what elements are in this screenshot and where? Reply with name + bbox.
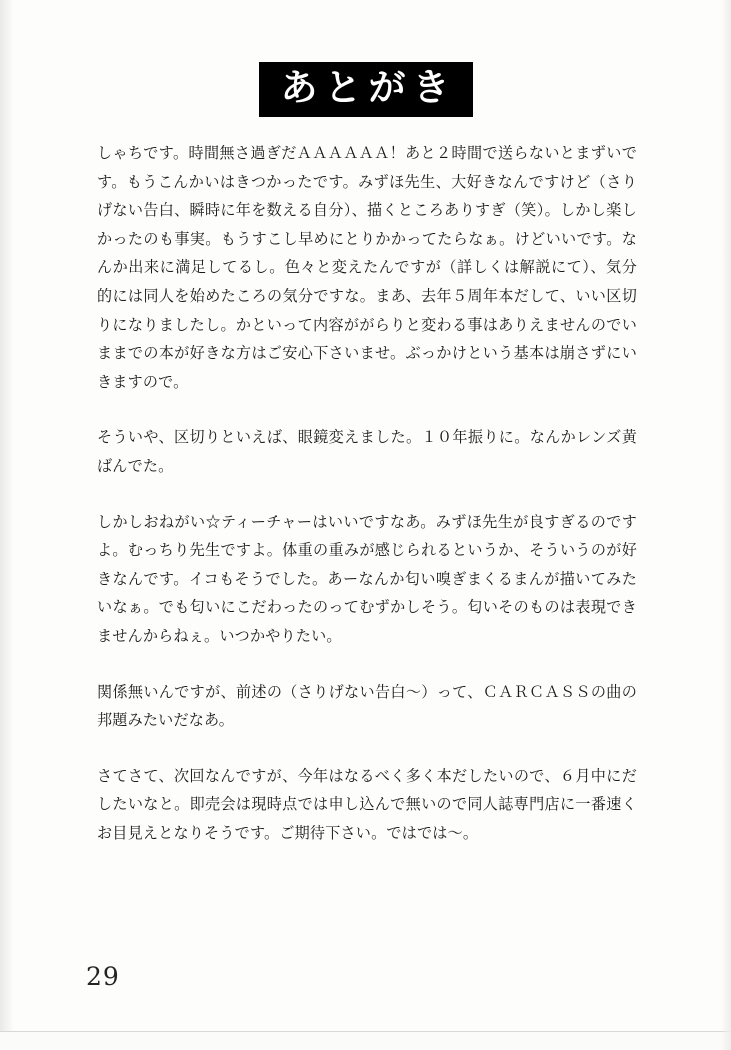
paragraph: 関係無いんですが、前述の（さりげない告白〜）って、ＣＡＲＣＡＳＳの曲の邦題みたいだなあ。 [97,684,637,730]
paragraph: そういや、区切りといえば、眼鏡変えました。１０年振りに。なんかレンズ黄ばんでた。 [97,430,637,475]
paragraph: しゃちです。時間無さ過ぎだＡＡＡＡＡＡ！あと２時間で送らないとまずいです。もうこんかいはきつかったです。みずほ先生、大好きなんですけど（さりげない告白、瞬時に年を数える自分）、描くところありすぎ（笑）。しかし楽しかったのも事実。もうすこし早めにとりかかってたらなぁ。けどいいです。なんか出来に満足してるし。色々と変えたんですが（詳しくは解説にて）、気分的には同人を始めたころの気分ですな。まあ、去年５周年本だして、いい区切りになりましたし。かといって内容ががらりと変わる事はありえませんのでいままでの本が好きな方はご安心下さいませ。ぶっかけという基本は崩さずにいきますので。 [97,146,637,391]
page-bottom-margin [0,1032,731,1050]
paragraph: さてさて、次回なんですが、今年はなるべく多く本だしたいので、６月中にだしたいなと。即売会は現時点では申し込んで無いので同人誌専門店に一番速くお目見えとなりそうです。ご期待下さい。ではでは〜。 [97,768,637,842]
page-number: 29 [86,962,120,991]
paragraph: しかしおねがい☆ティーチャーはいいですなあ。みずほ先生が良すぎるのですよ。むっちり先生ですよ。体重の重みが感じられるというか、そういうのが好きなんです。イコもそうでした。あーなんか匂い嗅ぎまくるまんが描いてみたいなぁ。でも匂いにこだわったのってむずかしそう。匂いそのものは表現できませんからねぇ。いつかやりたい。 [97,514,637,645]
afterword-body [97,140,637,848]
page-title: あとがき [259,62,473,117]
title-block [0,62,731,117]
